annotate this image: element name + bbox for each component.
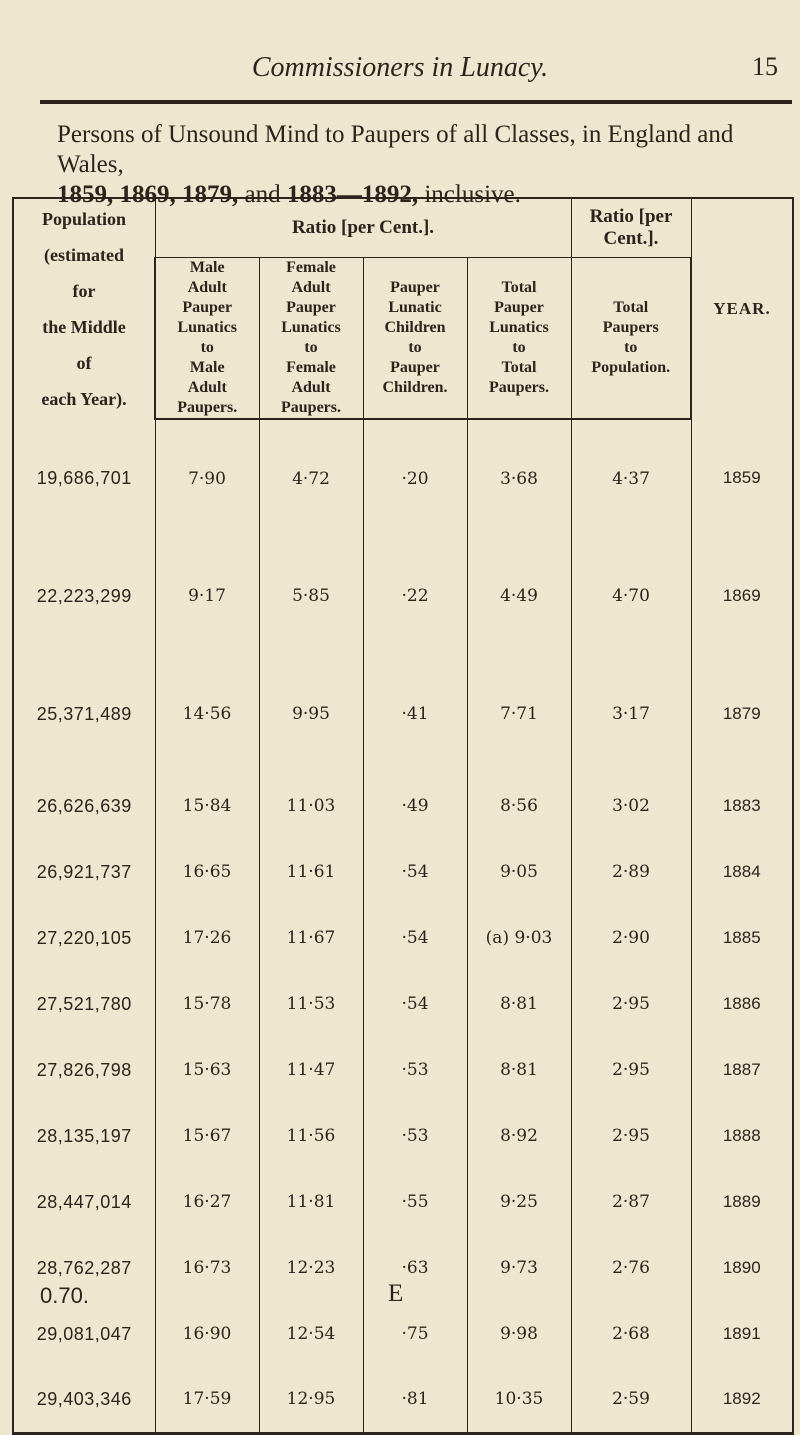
year-cell: 1879	[691, 655, 793, 773]
female-ratio-header	[259, 258, 363, 420]
total-lunatics-ratio-cell: 9·98	[467, 1301, 571, 1367]
total-lunatics-ratio-cell: 9·73	[467, 1235, 571, 1301]
male-ratio-cell: 15·63	[155, 1037, 259, 1103]
footer-mark: 0.70.	[40, 1283, 89, 1308]
paupers-population-ratio-header	[571, 258, 691, 420]
header-line: Paupers.	[281, 399, 341, 416]
header-line: Lunatics	[489, 319, 549, 336]
header-line: to	[408, 339, 422, 356]
year-cell: 1892	[691, 1367, 793, 1433]
header-line: Lunatics	[177, 319, 238, 336]
table-row	[13, 905, 793, 971]
table-row	[13, 655, 793, 773]
ratio-group-header-2: Ratio [per Cent.].	[571, 198, 691, 258]
table-row	[13, 1103, 793, 1169]
header-line: Pauper	[390, 279, 440, 296]
female-ratio-cell: 11·47	[259, 1037, 363, 1103]
male-ratio-cell: 17·26	[155, 905, 259, 971]
paupers-population-ratio-cell: 3·17	[571, 655, 691, 773]
children-ratio-cell: ·49	[363, 773, 467, 839]
female-ratio-cell: 11·03	[259, 773, 363, 839]
paupers-population-ratio-cell: 2·90	[571, 905, 691, 971]
table-row	[13, 419, 793, 537]
table-row	[13, 773, 793, 839]
population-cell: 26,921,737	[13, 839, 155, 905]
population-cell: 28,762,287	[13, 1235, 155, 1301]
population-cell: 27,220,105	[13, 905, 155, 971]
male-ratio-cell: 14·56	[155, 655, 259, 773]
paupers-population-ratio-cell: 2·59	[571, 1367, 691, 1433]
paupers-population-ratio-cell: 2·76	[571, 1235, 691, 1301]
children-ratio-cell: ·63	[363, 1235, 467, 1301]
population-cell: 28,447,014	[13, 1169, 155, 1235]
total-lunatics-ratio-cell: 8·81	[467, 1037, 571, 1103]
children-ratio-cell: ·41	[363, 655, 467, 773]
paupers-population-ratio-cell: 2·95	[571, 971, 691, 1037]
population-header-line: the Middle	[42, 317, 126, 337]
title-years-end: inclusive.	[418, 181, 521, 208]
total-lunatics-ratio-header	[467, 258, 571, 420]
male-ratio-cell: 16·27	[155, 1169, 259, 1235]
female-ratio-cell: 4·72	[259, 419, 363, 537]
table-row	[13, 1169, 793, 1235]
population-cell: 27,826,798	[13, 1037, 155, 1103]
female-ratio-cell: 9·95	[259, 655, 363, 773]
table-row	[13, 971, 793, 1037]
total-lunatics-ratio-cell: 8·56	[467, 773, 571, 839]
children-ratio-cell: ·20	[363, 419, 467, 537]
year-cell: 1890	[691, 1235, 793, 1301]
page-number: 15	[752, 52, 778, 81]
female-ratio-cell: 12·95	[259, 1367, 363, 1433]
population-cell: 28,135,197	[13, 1103, 155, 1169]
female-ratio-cell: 11·61	[259, 839, 363, 905]
ratio-group-header: Ratio [per Cent.].	[155, 198, 571, 258]
header-line: to	[624, 339, 638, 356]
male-ratio-cell: 7·90	[155, 419, 259, 537]
population-header-line: Population	[41, 209, 127, 229]
table-row	[13, 839, 793, 905]
header-line: Adult	[291, 279, 331, 296]
year-cell: 1888	[691, 1103, 793, 1169]
total-lunatics-ratio-cell: 10·35	[467, 1367, 571, 1433]
population-cell: 19,686,701	[13, 419, 155, 537]
header-line: Adult	[291, 379, 331, 396]
table-row	[13, 1301, 793, 1367]
female-ratio-cell: 5·85	[259, 537, 363, 655]
male-ratio-cell: 9·17	[155, 537, 259, 655]
year-cell: 1883	[691, 773, 793, 839]
children-ratio-cell: ·81	[363, 1367, 467, 1433]
header-line: Pauper	[182, 299, 233, 316]
female-ratio-cell: 11·56	[259, 1103, 363, 1169]
running-title: Commissioners in Lunacy.	[251, 52, 549, 83]
header-line: Children.	[382, 379, 448, 396]
header-line: Total	[613, 299, 649, 316]
year-cell: 1887	[691, 1037, 793, 1103]
population-header	[13, 198, 155, 419]
male-ratio-cell: 16·65	[155, 839, 259, 905]
children-ratio-cell: ·53	[363, 1103, 467, 1169]
paupers-population-ratio-cell: 2·87	[571, 1169, 691, 1235]
header-line: Lunatic	[388, 299, 442, 316]
male-ratio-cell: 17·59	[155, 1367, 259, 1433]
header-line: Male	[189, 259, 225, 276]
total-lunatics-ratio-cell: 8·81	[467, 971, 571, 1037]
children-ratio-cell: ·54	[363, 905, 467, 971]
total-lunatics-ratio-cell: 3·68	[467, 419, 571, 537]
header-line: Adult	[187, 279, 227, 296]
male-ratio-cell: 15·67	[155, 1103, 259, 1169]
male-ratio-cell: 15·78	[155, 971, 259, 1037]
header-line: Pauper	[390, 359, 440, 376]
children-ratio-header	[363, 258, 467, 420]
title-years-b: 1883—1892,	[286, 181, 419, 208]
year-cell: 1886	[691, 971, 793, 1037]
population-cell: 29,403,346	[13, 1367, 155, 1433]
year-header: YEAR.	[691, 198, 793, 419]
table-title-line1: Persons of Unsound Mind to Paupers of all Classes, in England and Wales,	[57, 121, 734, 178]
year-cell: 1869	[691, 537, 793, 655]
header-line: Paupers	[602, 319, 659, 336]
population-cell: 29,081,047	[13, 1301, 155, 1367]
male-ratio-cell: 16·90	[155, 1301, 259, 1367]
total-lunatics-ratio-cell: 7·71	[467, 655, 571, 773]
header-rule	[40, 100, 792, 104]
population-cell: 26,626,639	[13, 773, 155, 839]
header-line: Pauper	[494, 299, 544, 316]
title-years-a: 1859, 1869, 1879,	[57, 181, 239, 208]
year-cell: 1859	[691, 419, 793, 537]
header-line: Total	[501, 359, 537, 376]
paupers-population-ratio-cell: 2·68	[571, 1301, 691, 1367]
children-ratio-cell: ·54	[363, 839, 467, 905]
male-ratio-header	[155, 258, 259, 420]
population-cell: 22,223,299	[13, 537, 155, 655]
total-lunatics-ratio-cell: 9·05	[467, 839, 571, 905]
year-cell: 1891	[691, 1301, 793, 1367]
header-line: Female	[286, 259, 336, 276]
header-line: Pauper	[286, 299, 336, 316]
header-line: Children	[384, 319, 446, 336]
population-cell: 27,521,780	[13, 971, 155, 1037]
children-ratio-cell: ·55	[363, 1169, 467, 1235]
female-ratio-cell: 11·81	[259, 1169, 363, 1235]
paupers-population-ratio-cell: 4·70	[571, 537, 691, 655]
population-header-line: (estimated	[44, 245, 124, 265]
paupers-population-ratio-cell: 2·95	[571, 1103, 691, 1169]
year-cell: 1885	[691, 905, 793, 971]
header-line: to	[512, 339, 526, 356]
children-ratio-cell: ·53	[363, 1037, 467, 1103]
title-years-and: and	[238, 181, 287, 208]
total-lunatics-ratio-cell: 4·49	[467, 537, 571, 655]
children-ratio-cell: ·75	[363, 1301, 467, 1367]
header-line: to	[304, 339, 318, 356]
header-line: Adult	[187, 379, 227, 396]
header-line: Lunatics	[281, 319, 341, 336]
table-row	[13, 1367, 793, 1433]
population-cell: 25,371,489	[13, 655, 155, 773]
table-row	[13, 1037, 793, 1103]
signature-mark: E	[388, 1280, 404, 1307]
total-lunatics-ratio-cell: 8·92	[467, 1103, 571, 1169]
children-ratio-cell: ·22	[363, 537, 467, 655]
female-ratio-cell: 11·53	[259, 971, 363, 1037]
female-ratio-cell: 12·54	[259, 1301, 363, 1367]
population-header-line: each Year).	[41, 389, 127, 409]
female-ratio-cell: 11·67	[259, 905, 363, 971]
total-lunatics-ratio-cell: (a) 9·03	[467, 905, 571, 971]
female-ratio-cell: 12·23	[259, 1235, 363, 1301]
year-cell: 1884	[691, 839, 793, 905]
population-header-line: for	[72, 281, 96, 301]
header-line: Female	[286, 359, 336, 376]
header-line: Total	[501, 279, 537, 296]
paupers-population-ratio-cell: 3·02	[571, 773, 691, 839]
year-cell: 1889	[691, 1169, 793, 1235]
male-ratio-cell: 15·84	[155, 773, 259, 839]
table-row	[13, 537, 793, 655]
total-lunatics-ratio-cell: 9·25	[467, 1169, 571, 1235]
ratio-table	[12, 197, 794, 1435]
children-ratio-cell: ·54	[363, 971, 467, 1037]
header-line: Population.	[591, 359, 671, 376]
header-line: Male	[189, 359, 225, 376]
header-line: Paupers.	[177, 399, 238, 416]
header-line: to	[200, 339, 214, 356]
population-header-line: of	[76, 353, 92, 373]
paupers-population-ratio-cell: 4·37	[571, 419, 691, 537]
paupers-population-ratio-cell: 2·95	[571, 1037, 691, 1103]
paupers-population-ratio-cell: 2·89	[571, 839, 691, 905]
male-ratio-cell: 16·73	[155, 1235, 259, 1301]
header-line: Paupers.	[489, 379, 549, 396]
